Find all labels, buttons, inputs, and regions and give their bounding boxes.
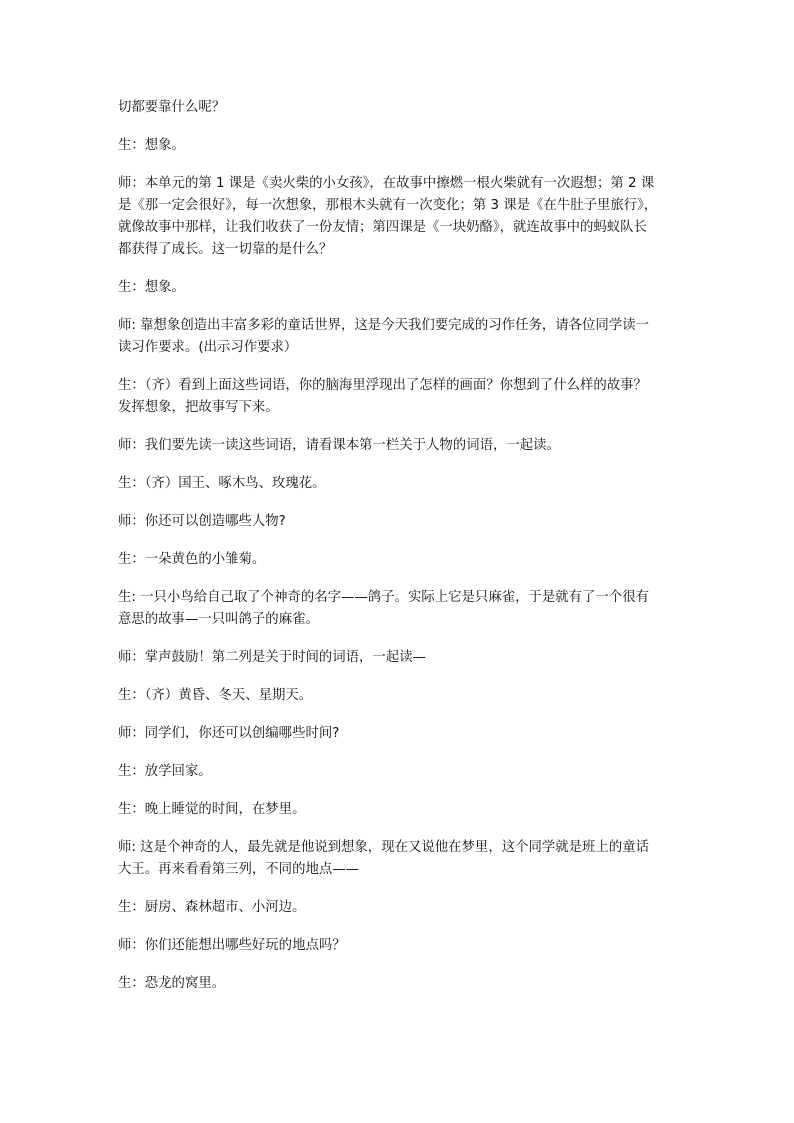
text-line: 师：我们要先读一读这些词语，请看课本第一栏关于人物的词语，一起读。 [118,438,560,453]
text-line: 生：一朵黄色的小雏菊。 [118,552,266,567]
text-line: 生：（齐）国王、啄木鸟、玫瑰花。 [118,476,326,491]
paragraph [118,897,698,919]
paragraph [118,799,698,821]
text-line: 师: 这是个神奇的人，最先就是他说到想象，现在又说他在梦里，这个同学就是班上的童话 [118,840,649,855]
paragraph [118,935,698,957]
paragraph [118,723,698,745]
text-line: 生：想象。 [118,138,185,153]
paragraph [118,685,698,707]
text-line: 大王。再来看看第三列，不同的地点—— [118,862,360,877]
paragraph [118,473,698,495]
paragraph [118,173,698,261]
text-line: 师：你们还能想出哪些好玩的地点吗？ [118,938,346,953]
text-line: 生：放学回家。 [118,764,212,779]
paragraph [118,135,698,157]
paragraph [118,277,698,299]
paragraph [118,315,698,359]
text-line: 生：（齐）黄昏、冬天、星期天。 [118,688,313,703]
text-line: 师：本单元的第 1 课是《卖火柴的小女孩》，在故事中擦燃一根火柴就有一次遐想；第 2 课 [118,176,655,191]
text-line: 生：想象。 [118,280,185,295]
paragraph [118,837,698,881]
paragraph [118,549,698,571]
text-line: 读习作要求。(出示习作要求） [118,340,298,355]
text-line: 生：恐龙的窝里。 [118,976,226,991]
text-line: 就像故事中那样，让我们收获了一份友情；第四课是《一块奶酪》，就连故事中的蚂蚁队长 [118,220,647,235]
text-line: 意思的故事—一只叫鸽子的麻雀。 [118,612,319,627]
text-line: 师：掌声鼓励！第二列是关于时间的词语，一起读— [118,650,426,665]
paragraph [118,973,698,995]
text-line: 生: 一只小鸟给自己取了个神奇的名字——鸽子。实际上它是只麻雀，于是就有了一个很有 [118,590,649,605]
text-line: 发挥想象，把故事写下来。 [118,400,279,415]
text-line: 生：（齐）看到上面这些词语，你的脑海里浮现出了怎样的画面？你想到了什么样的故事？ [118,378,647,393]
text-line: 师：你还可以创造哪些人物? [118,514,286,529]
paragraph [118,647,698,669]
text-line: 是《那一定会很好》，每一次想象，那根木头就有一次变化；第 3 课是《在牛肚子里旅行》， [118,198,658,213]
text-line: 切都要靠什么呢？ [118,100,226,115]
paragraph [118,97,698,119]
text-line: 生：晚上睡觉的时间，在梦里。 [118,802,306,817]
paragraph [118,587,698,631]
text-line: 师：同学们，你还可以创编哪些时间? [118,726,340,741]
document-page [118,97,698,1011]
paragraph [118,761,698,783]
paragraph [118,375,698,419]
text-line: 师: 靠想象创造出丰富多彩的童话世界，这是今天我们要完成的习作任务，请各位同学读一 [118,318,649,333]
paragraph [118,435,698,457]
text-line: 都获得了成长。这一切靠的是什么？ [118,242,333,257]
text-line: 生：厨房、森林超市、小河边。 [118,900,306,915]
paragraph [118,511,698,533]
